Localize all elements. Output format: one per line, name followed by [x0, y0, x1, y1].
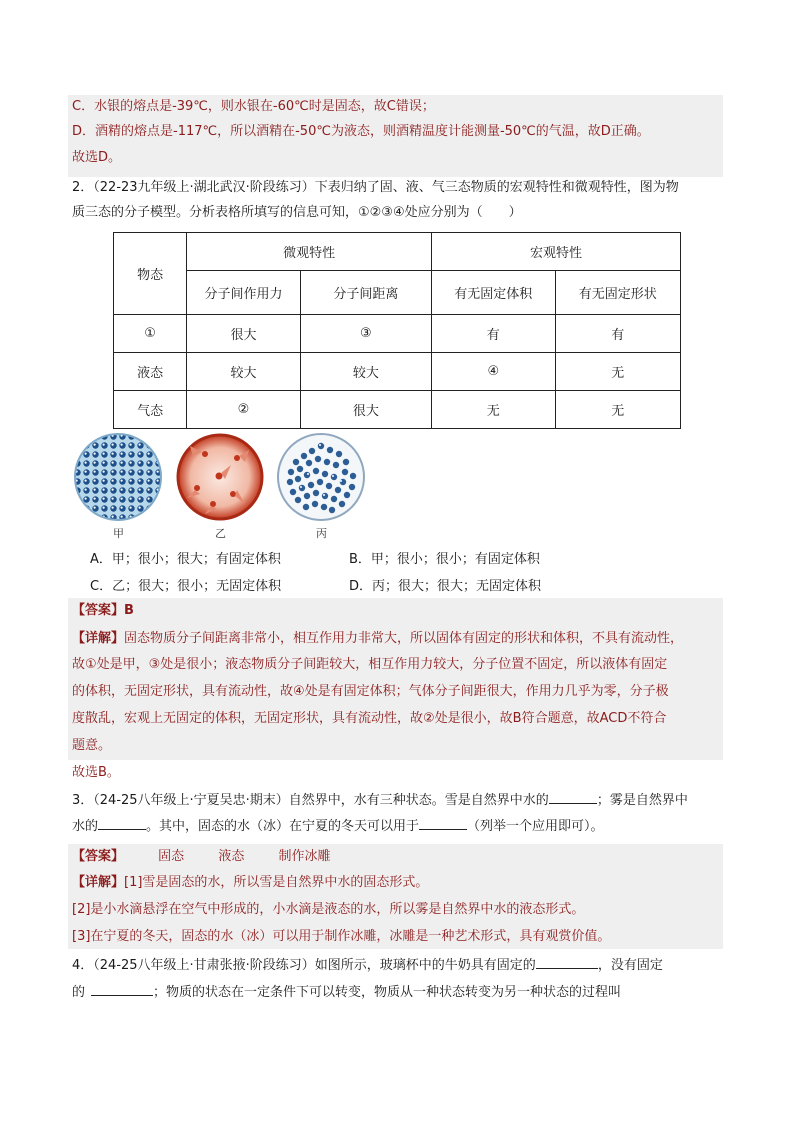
q3-detail-line2: [2]是小水滴悬浮在空气中形成的，小水滴是液态的水，所以雾是自然界中水的液态形式。: [72, 902, 585, 917]
table-cell: ②: [187, 391, 300, 429]
table-cell: ①: [114, 315, 187, 353]
table-cell: 很大: [187, 315, 300, 353]
q2-stem-line1: 2．（22-23九年级上·湖北武汉·阶段练习）下表归纳了固、液、气三态物质的宏观特性和微观特性，图为物: [72, 180, 679, 195]
prev-conclusion: 故选D。: [72, 150, 122, 165]
option-a: A．甲；很小；很大；有固定体积: [90, 552, 281, 567]
q3-stem-line2: [72, 816, 604, 838]
table-cell: 较大: [187, 353, 300, 391]
q3-answer-line: [72, 846, 330, 868]
detail-text: 固态物质分子间距离非常小，相互作用力非常大，所以固体有固定的形状和体积，不具有流动性，: [124, 631, 684, 646]
table-row: [114, 391, 681, 429]
table-cell: 无: [432, 391, 555, 429]
th-force: 分子间作用力: [187, 271, 300, 315]
q2-detail-line1: [72, 628, 683, 650]
gas-molecule-model: [175, 432, 265, 522]
detail-tag: 【详解】: [72, 631, 125, 646]
option-b: B．甲；很小；很小；有固定体积: [349, 552, 540, 567]
q2-detail-line3: 的体积，无固定形状，具有流动性，故④处是有固定体积；气体分子间距很大，作用力几乎为零，分子极: [72, 684, 669, 699]
q3-answer-2: 液态: [218, 849, 245, 864]
prev-option-d: D．酒精的熔点是-117℃，所以酒精在-50℃为液态，则酒精温度计能测量-50℃的气温，故D正确。: [72, 124, 650, 139]
q4-text: 4．（24-25八年级上·甘肃张掖·阶段练习）如图所示，玻璃杯中的牛奶具有固定的: [72, 958, 536, 973]
q3-stem-line1: [72, 790, 688, 812]
detail-text: [1]雪是固态的水，所以雪是自然界中水的固态形式。: [124, 875, 429, 890]
q3-answer-1: 固态: [158, 849, 185, 864]
th-shape: 有无固定形状: [555, 271, 680, 315]
answer-tag: 【答案】: [72, 603, 125, 618]
figure-label-yi: 乙: [215, 527, 226, 540]
q2-stem-line2: 质三态的分子模型。分析表格所填写的信息可知，①②③④处应分别为（ ）: [72, 205, 522, 220]
q3-text: 。其中，固态的水（冰）在宁夏的冬天可以用于: [146, 819, 420, 834]
table-cell: 无: [555, 391, 680, 429]
fill-blank: [91, 982, 153, 996]
table-cell: 有: [555, 315, 680, 353]
q4-text: ；物质的状态在一定条件下可以转变，物质从一种状态转变为另一种状态的过程叫: [153, 985, 622, 1000]
q2-detail-line2: 故①处是甲，③处是很小；液态物质分子间距较大，相互作用力较大，分子位置不固定，所以液体有固定: [72, 657, 668, 672]
th-macro: 宏观特性: [432, 233, 681, 271]
th-volume: 有无固定体积: [432, 271, 555, 315]
q3-text: 水的: [72, 819, 99, 834]
liquid-molecule-model: [276, 432, 366, 522]
q3-answer-3: 制作冰雕: [278, 849, 331, 864]
q3-text: ；雾是自然界中: [596, 793, 688, 808]
option-d: D．丙；很大；很大；无固定体积: [349, 579, 542, 594]
th-distance: 分子间距离: [300, 271, 431, 315]
option-c: C．乙；很大；很小；无固定体积: [90, 579, 282, 594]
solid-molecule-model: [73, 432, 163, 522]
figure-label-bing: 丙: [316, 527, 327, 540]
q3-text: （列举一个应用即可）。: [467, 819, 604, 834]
prev-option-c: C．水银的熔点是-39℃，则水银在-60℃时是固态，故C错误；: [72, 99, 435, 114]
fill-blank: [98, 816, 146, 830]
table-cell: 液态: [114, 353, 187, 391]
q2-conclusion: 故选B。: [72, 765, 120, 780]
table-cell: 气态: [114, 391, 187, 429]
th-micro: 微观特性: [187, 233, 432, 271]
fill-blank: [419, 816, 467, 830]
q2-answer-line: [72, 600, 134, 622]
answer-block-q2: [68, 598, 723, 760]
fill-blank: [549, 790, 597, 804]
q3-detail-line3: [3]在宁夏的冬天，固态的水（冰）可以用于制作冰雕，冰雕是一种艺术形式，具有观赏价值。: [72, 929, 611, 944]
q4-stem-line2: [72, 982, 621, 1004]
table-cell: 无: [555, 353, 680, 391]
fill-blank: [536, 955, 598, 969]
table-cell: ③: [300, 315, 431, 353]
q4-text: 的: [72, 985, 86, 1000]
figure-label-jia: 甲: [113, 527, 124, 540]
q3-text: 3．（24-25八年级上·宁夏吴忠·期末）自然界中，水有三种状态。雪是自然界中水的: [72, 793, 549, 808]
detail-tag: 【详解】: [72, 875, 125, 890]
q4-stem-line1: [72, 955, 663, 977]
table-cell: 很大: [300, 391, 431, 429]
th-state: 物态: [114, 233, 187, 315]
answer-tag: 【答案】: [72, 849, 125, 864]
q3-detail-line1: [72, 872, 428, 894]
q2-answer-value: B: [124, 603, 134, 618]
q2-detail-line5: 题意。: [72, 738, 112, 753]
states-table: [113, 232, 681, 429]
table-row: [114, 353, 681, 391]
q4-text: ，没有固定: [597, 958, 663, 973]
table-row: [114, 315, 681, 353]
q2-detail-line4: 度散乱，宏观上无固定的体积，无固定形状，具有流动性，故②处是很小，故B符合题意，故ACD不符合: [72, 711, 667, 726]
table-cell: ④: [432, 353, 555, 391]
table-cell: 较大: [300, 353, 431, 391]
table-cell: 有: [432, 315, 555, 353]
